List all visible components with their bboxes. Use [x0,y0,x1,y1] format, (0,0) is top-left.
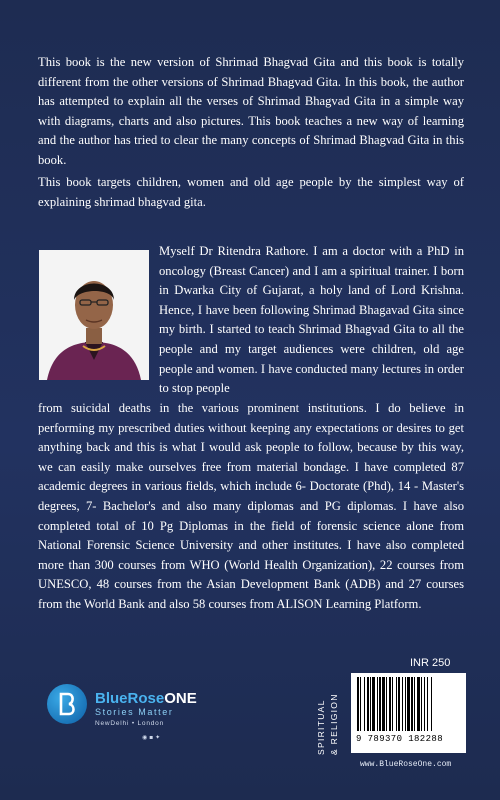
barcode-bar [379,677,381,731]
publisher-website: www.BlueRoseOne.com [360,760,452,769]
barcode-bar [407,677,410,731]
category-line2: & RELIGION [329,693,339,755]
barcode-bar [402,677,403,731]
publisher-tagline: Stories Matter [95,707,174,717]
barcode-bar [427,677,428,731]
publisher-name-part2: ONE [164,690,197,707]
publisher-logo [47,684,247,744]
barcode-bar [421,677,422,731]
barcode-bar [392,677,393,731]
barcode-bar [377,677,378,731]
book-description: This book is the new version of Shrimad Bhagvad Gita and this book is totally different from the other versions of Shrimad Bhagvad Gita. In this book, the author has attempted to explain all the verses of Shrimad Bhagvad Gita in a simple way with diagrams, charts and also pictures. This book teaches a new way of learning and the author has tried to clear the many concepts of Shrimad Bhagvad Gita in this book. [38,55,464,167]
barcode-bar [382,677,385,731]
publisher-locations: NewDelhi • London [95,720,164,727]
barcode-bar [431,677,432,731]
barcode-bar [405,677,406,731]
barcode-bar [424,677,425,731]
category-line1: SPIRITUAL [316,699,326,755]
barcode-bar [372,677,375,731]
barcode-bar [360,677,361,731]
author-photo [39,250,149,380]
book-target-audience: This book targets children, women and old age people by the simplest way of explaining shrimad bhagvad gita. [38,175,464,209]
barcode-bar [364,677,365,731]
publisher-name-part1: BlueRose [95,690,165,707]
author-bio-continued: from suicidal deaths in the various prominent institutions. I do believe in performing my prescribed duties without keeping any expectations or desires to get anything back and this is what I would ask people to follow, because by this way, we can easily make ourselves free from material bondage. I have completed 87 academic degrees in various fields, which include 6- Doctorate (Phd), 14 - Master's degrees, 7- Bachelor's and also many diplomas and PG diplomas. I have also completed total of 10 Pg Diplomas in the field of forensic science alone from National Forensic Science University and other institutes. I have also completed more than 300 courses from WHO (World Health Organization), 22 courses from UNESCO, 48 courses from the Asian Development Bank (ADB) and 27 courses from the World Bank and also 58 courses from ALISON Learning Platform. [38,401,464,611]
barcode-bar [370,677,371,731]
publisher-name [95,690,197,707]
price-label: INR 250 [410,657,451,669]
barcode-bar [386,677,387,731]
isbn-digits: 9 789370 182288 [356,734,444,744]
bluerose-logo-icon [47,684,87,724]
barcode-bar [414,677,415,731]
social-icons: ◉ ▪ ✦ [142,734,161,741]
barcode-bar [389,677,391,731]
barcode-bar [417,677,420,731]
barcode-bar [411,677,413,731]
author-bio-intro: Myself Dr Ritendra Rathore. I am a doctor with a PhD in oncology (Breast Cancer) and I am a spiritual trainer. I born in Dwarka City of Gujarat, a holy land of Lord Krishna. Hence, I have been following Shrimad Bhagavad Gita since my birth. I started to teach Shrimad Bhagvad Gita to all the people and my target audiences were children, old age people and women. I have conducted many lectures in order to stop people [159,244,464,396]
barcode-bar [367,677,369,731]
category-label [312,685,350,755]
barcode-bar [357,677,359,731]
barcode-bar [398,677,400,731]
barcode-bar [396,677,397,731]
